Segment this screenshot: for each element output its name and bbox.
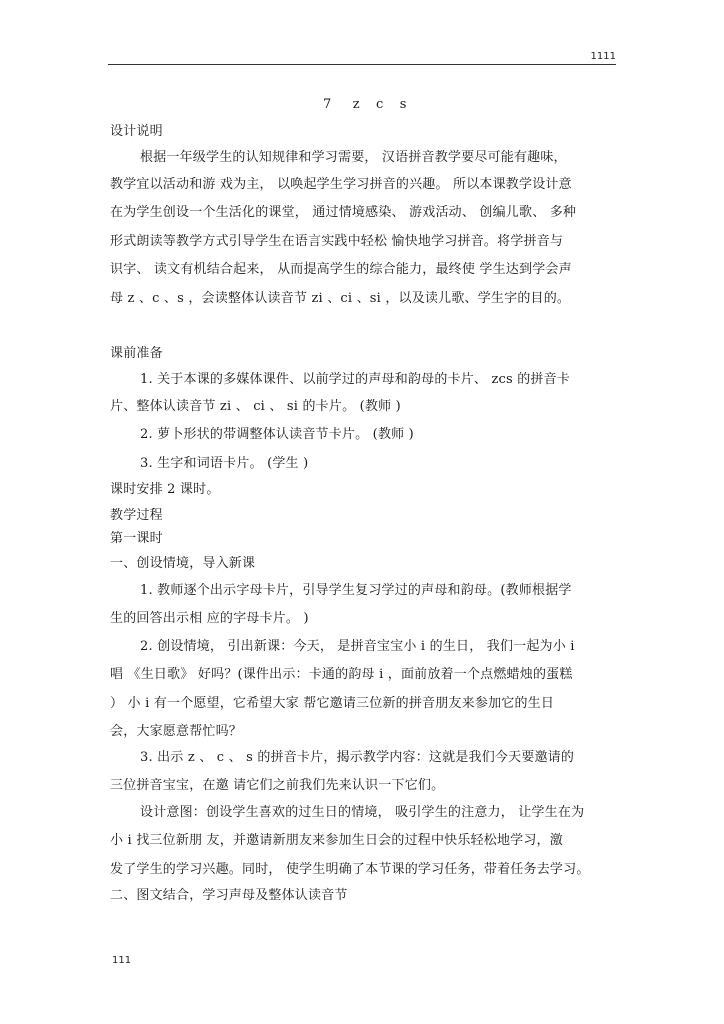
paragraph-line: 唱 《生日歌》 好吗？(课件出示：卡通的韵母 i ，面前放着一个点燃蜡烛的蛋糕 (110, 667, 573, 682)
lesson-title: 7 z c s (323, 97, 408, 112)
paragraph-line: 2. 创设情境， 引出新课：今天， 是拼音宝宝小 i 的生日， 我们一起为小 i (140, 639, 575, 654)
paragraph-line: 3. 生字和词语卡片。 (学生 ) (140, 456, 309, 471)
section-heading: 设计说明 (110, 124, 163, 139)
paragraph-line: 课时安排 2 课时。 (110, 482, 220, 497)
paragraph-line: 生的回答出示相 应的字母卡片。 ) (110, 611, 309, 626)
section-heading: 课前准备 (110, 346, 163, 361)
section-heading: 教学过程 (110, 508, 163, 523)
paragraph-line: 根据一年级学生的认知规律和学习需要， 汉语拼音教学要尽可能有趣味， (140, 150, 567, 165)
paragraph-line: 发了学生的学习兴趣。同时， 使学生明确了本节课的学习任务，带着任务去学习。 (110, 862, 590, 877)
paragraph-line: 在为学生创设一个生活化的课堂， 通过情境感染、 游戏活动、 创编儿歌、 多种 (110, 205, 577, 220)
paragraph-line: 1. 教师逐个出示字母卡片，引导学生复习学过的声母和韵母。(教师根据学 (140, 583, 572, 598)
paragraph-line: 设计意图：创设学生喜欢的过生日的情境， 吸引学生的注意力， 让学生在为 (140, 805, 585, 820)
paragraph-line: 母 z 、c 、s ，会读整体认读音节 zi 、ci 、si ，以及读儿歌、学生字的目的。 (110, 291, 571, 306)
paragraph-line: 识字、 读文有机结合起来， 从而提高学生的综合能力，最终使 学生达到学会声 (110, 262, 572, 277)
paragraph-line: 小 i 找三位新朋 友，并邀请新朋友来参加生日会的过程中快乐轻松地学习，激 (110, 833, 563, 848)
header-page-number: 1111 (590, 51, 616, 62)
section-heading: 二、图文结合，学习声母及整体认读音节 (110, 888, 348, 903)
paragraph-line: 3. 出示 z 、 c 、 s 的拼音卡片，揭示教学内容：这就是我们今天要邀请的 (140, 750, 575, 765)
section-heading: 一、创设情境，导入新课 (110, 556, 256, 571)
paragraph-line: ） 小 i 有一个愿望，它希望大家 帮它邀请三位新的拼音朋友来参加它的生日 (110, 696, 555, 711)
footer-page-number: 111 (112, 955, 132, 966)
section-heading: 第一课时 (110, 531, 163, 546)
paragraph-line: 三位拼音宝宝，在邀 请它们之前我们先来认识一下它们。 (110, 778, 445, 793)
paragraph-line: 2. 萝卜形状的带调整体认读音节卡片。 (教师 ) (140, 427, 414, 442)
paragraph-line: 教学宜以活动和游 戏为主， 以唤起学生学习拼音的兴趣。 所以本课教学设计意 (110, 177, 572, 192)
paragraph-line: 会，大家愿意帮忙吗？ (110, 724, 243, 739)
header-rule (108, 64, 616, 65)
paragraph-line: 形式朗读等教学方式引导学生在语言实践中轻松 愉快地学习拼音。将学拼音与 (110, 234, 564, 249)
paragraph-line: 1. 关于本课的多媒体课件、以前学过的声母和韵母的卡片、 zcs 的拼音卡 (140, 372, 571, 387)
paragraph-line: 片、整体认读音节 zi 、 ci 、 si 的卡片。 (教师 ) (110, 399, 401, 414)
